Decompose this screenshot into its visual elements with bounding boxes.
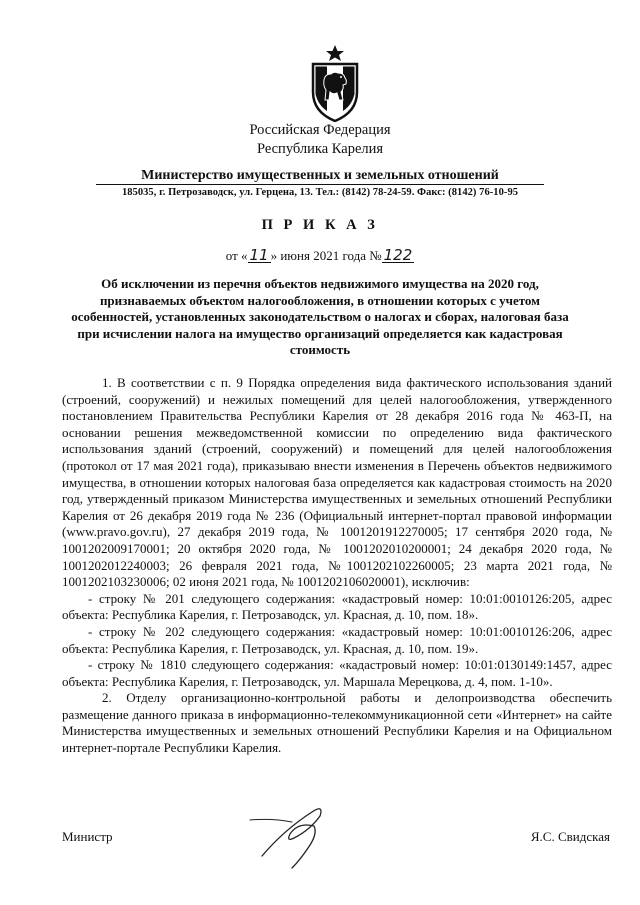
date-prefix: от « [225,248,248,263]
ministry-name: Министерство имущественных и земельных отношений [141,168,499,183]
order-body [62,375,612,757]
date-middle: » июня 2021 года № [270,248,382,263]
excluded-row-202: - строку № 202 следующего содержания: «кадастровый номер: 10:01:0010126:206, адрес объекта: Республика Карелия, г. Петрозаводск, ул. Красная, д. 10, пом. 19». [62,623,612,656]
signatory-name: Я.С. Свидская [530,829,610,844]
ministry-address: 185035, г. Петрозаводск, ул. Герцена, 13. Тел.: (8142) 78-24-59. Факс: (8142) 76-10-95 [121,187,519,198]
header-country-block [0,121,640,159]
order-number-handwritten: 122 [383,246,413,264]
country-name: Российская Федерация [249,122,391,138]
excluded-row-201: - строку № 201 следующего содержания: «кадастровый номер: 10:01:0010126:205, адрес объекта: Республика Карелия, г. Петрозаводск, ул. Красная, д. 10, пом. 18». [62,590,612,623]
excluded-row-1810: - строку № 1810 следующего содержания: «кадастровый номер: 10:01:0130149:1457, адрес объекта: Республика Карелия, г. Петрозаводск, ул. Маршала Мерецкова, д. 4, пом. 1-10». [62,657,612,689]
order-title: П Р И К А З [261,217,379,233]
paragraph-2: 2. Отделу организационно-контрольной работы и делопроизводства обеспечить размещение данного приказа в информационно-телекоммуникационной сети «Интернет» на сайте Министерства имущественных и земельных отношений Республики Карелия и на Официальном интернет-портале Республики Карелия. [62,690,612,756]
paragraph-1: 1. В соответствии с п. 9 Порядка определения вида фактического использования зданий (строений, сооружений) и нежилых помещений для целей налогообложения, утвержденного постановлением Правительства Республики Карелия от 28 декабря 2016 года № 463-П, на основании решения межведомственной комиссии по определению вида фактического использования зданий (строений, сооружений) и помещений для целей налогообложения (протокол от 17 мая 2021 года), приказываю внести изменения в Перечень объектов недвижимого имущества, в отношении которых налоговая база определяется как кадастровая стоимость на 2020 год, утвержденный приказом Министерства имущественных и земельных отношений Республики Карелия от 26 декабря 2019 года № 236 (Официальный интернет-портал правовой информации (www.pravo.gov.ru), 27 декабря 2019 года, № 1001201912270005; 17 сентября 2020 года, № 1001202009170001; 20 октября 2020 года, № 1001202010200001; 24 декабря 2020 года, № 1001202012240003; 26 февраля 2021 года, №1001202102260005; 23 марта 2021 года, № 1001202103230006; 02 июня 2021 года, № 1001202106020001), исключив: [62,375,612,590]
order-subject: Об исключении из перечня объектов недвижимого имущества на 2020 год, признаваемых объектом налогообложения, в отношении которых с учетом особенностей, установленных законодательством о налогах и сборах, налоговая база при исчислении налога на имущество организаций определяется как кадастровая стоимость [71,276,569,358]
order-date-line [0,248,640,264]
signatory-position: Министр [62,829,113,844]
header-divider [96,184,544,185]
order-day-handwritten: 11 [249,246,269,264]
republic-name: Республика Карелия [256,141,384,157]
karelia-coat-of-arms-icon [310,44,360,122]
handwritten-signature [232,790,362,870]
